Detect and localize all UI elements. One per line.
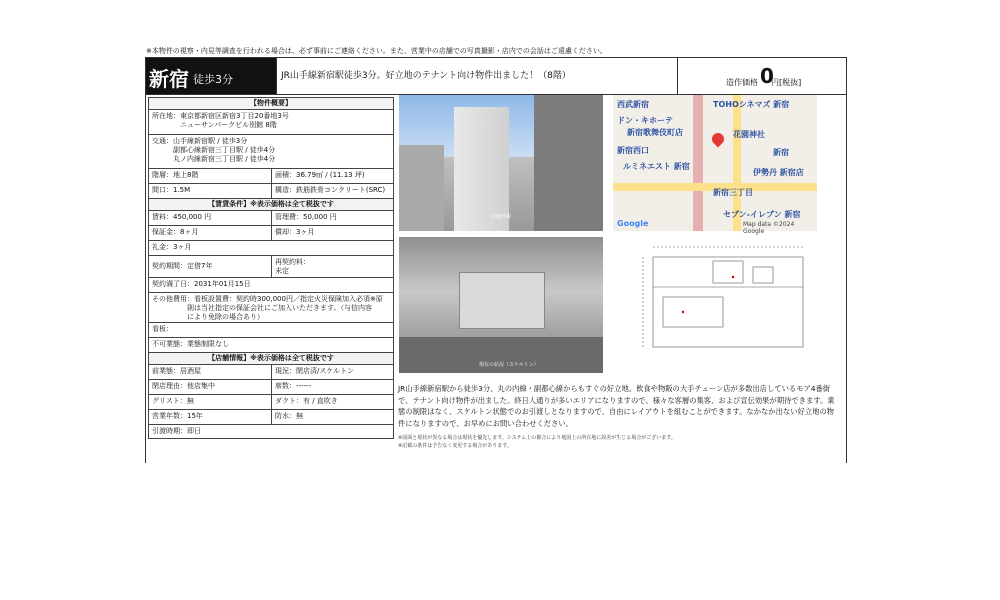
map-label-sanchome: 新宿三丁目 xyxy=(713,188,753,197)
location-map[interactable] xyxy=(613,95,817,235)
current-condition-cell: 現況：閉店済/スケルトン xyxy=(271,365,393,379)
header-bar xyxy=(146,57,846,95)
area-name: 新宿 xyxy=(149,67,189,91)
footnote: ※図面と現状が異なる場合は現状を優先します。システム上の都合により地図上の所在地に誤差が生じる場合がございます。 xyxy=(398,435,676,441)
handover-cell: 引渡時期：即日 xyxy=(152,427,201,435)
neighbor-building xyxy=(399,145,444,231)
access-cell: 交通：山手線新宿駅 / 徒歩3分 副都心線新宿三丁目駅 / 徒歩4分 丸ノ内線新宿三丁目駅 / 徒歩4分 xyxy=(152,137,276,163)
floor-plan-drawing xyxy=(613,237,817,373)
map-label-isetan: 伊勢丹 新宿店 xyxy=(753,168,804,177)
structure-cell: 構造：鉄筋鉄骨コンクリート(SRC) xyxy=(271,184,393,198)
amortization-cell: 償却：3ヶ月 xyxy=(271,226,393,240)
area-block xyxy=(146,58,276,94)
contract-end-cell: 契約満了日：2031年01月15日 xyxy=(152,280,251,288)
duct-cell: ダクト：有 / 直吹き xyxy=(271,395,393,409)
section-overview-title: 【物件概要】 xyxy=(149,97,393,109)
section-lease-title: 【賃貸条件】※表示価格は全て税抜です xyxy=(149,198,393,210)
map-label-shrine: 花園神社 xyxy=(733,130,765,139)
map-label-shinjuku: 新宿 xyxy=(773,148,789,157)
price-block xyxy=(678,58,846,94)
map-label-seibu: 西武新宿 xyxy=(617,100,649,109)
area-cell: 面積：36.79㎡ / (11.13 坪) xyxy=(271,169,393,183)
price-value: 0 xyxy=(760,64,774,88)
interior-photo xyxy=(399,237,603,373)
price-label: 造作価格 xyxy=(726,78,758,87)
walk-time: 徒歩3分 xyxy=(193,73,233,86)
signboard-cell: 看板： xyxy=(152,325,173,333)
map-attribution: Map data ©2024 Google xyxy=(743,221,795,235)
price-unit: 円[税抜] xyxy=(771,78,802,87)
address-cell: 所在地：東京都新宿区新宿3丁目20番地3号 ニューサンパークビル別館 8階 xyxy=(152,112,289,129)
map-label-nishiguchi: 新宿西口 xyxy=(617,146,649,155)
other-costs-cell: その他費用：看板設置費：契約時300,000円／指定火災保険加入必須※原 則は当社指定の保証会社にご加入いただきます。（与信内容 により免除の場合あり） xyxy=(152,295,383,321)
location-pin-icon[interactable] xyxy=(710,131,727,148)
key-money-cell: 礼金：3ヶ月 xyxy=(152,243,192,251)
section-store-title: 【店舗情報】※表示価格は全て税抜です xyxy=(149,352,393,364)
grease-trap-cell: グリスト：無 xyxy=(152,397,194,405)
prev-business-cell: 前業態：居酒屋 xyxy=(152,367,201,375)
prohibited-business-cell: 不可業態：業態制限なし xyxy=(152,340,229,348)
interior-watermark: 現在の状況（スケルトン） xyxy=(479,362,539,368)
property-sheet xyxy=(145,57,847,463)
google-logo: Google xyxy=(617,219,649,228)
map-label-toho: TOHOシネマズ 新宿 xyxy=(713,100,790,109)
listing-headline: JR山手線新宿駅徒歩3分。好立地のテナント向け物件出ました！（8階） xyxy=(276,58,678,94)
map-railway xyxy=(693,95,703,231)
rent-cell: 賃料：450,000 円 xyxy=(152,213,212,221)
interior-back-wall xyxy=(459,272,545,329)
contract-period-cell: 契約期間：定借7年 xyxy=(152,262,213,270)
photo-watermark: 店舗外観 xyxy=(491,214,512,220)
spec-table xyxy=(148,97,394,439)
neighbor-building-right xyxy=(534,95,603,231)
years-cell: 営業年数：15年 xyxy=(152,412,203,420)
floor-cell: 階層：地上8階 xyxy=(152,171,199,179)
waterproof-cell: 防水：無 xyxy=(271,410,393,424)
deposit-cell: 保証金：8ヶ月 xyxy=(152,228,199,236)
frontage-cell: 間口：1.5M xyxy=(152,186,191,194)
mgmt-fee-cell: 管理費：50,000 円 xyxy=(271,211,393,225)
map-label-kabukicho: 新宿歌舞伎町店 xyxy=(627,128,683,137)
seats-cell: 席数：------ xyxy=(271,380,393,394)
top-notice: ※本物件の視察・内見等調査を行われる場合は、必ず事前にご連絡ください。また、営業中の店舗での写真撮影・店内での会話はご遠慮ください。 xyxy=(146,47,607,55)
renewal-fee-cell: 再契約料： 未定 xyxy=(271,256,393,277)
footnote: ※記載の条件は予告なく変更する場合があります。 xyxy=(398,443,512,449)
map-label-don: ドン・キホーテ xyxy=(617,116,673,125)
map-label-seven: セブン-イレブン 新宿 xyxy=(723,210,801,219)
closing-reason-cell: 閉店理由：他店集中 xyxy=(152,382,215,390)
footnotes xyxy=(398,434,836,450)
map-label-lumine: ルミネエスト 新宿 xyxy=(623,162,690,171)
building-exterior-photo xyxy=(399,95,603,231)
listing-description: JR山手線新宿駅から徒歩3分、丸の内線・副都心線からもすぐの好立地。飲食や物販の大手チェーン店が多数出店しているモア4番街で、テナント向け物件が出ました。終日人通りが多いエリアになりますので、様々な客層の集客、および宣伝効果が期待できます。業態の制限はなく、スケルトン状態でのお引渡しとなりますので、自由にレイアウトを組むことができます。なかなか出ない好立地の物件になりますので、お早めにお問い合わせください。 xyxy=(398,384,835,428)
